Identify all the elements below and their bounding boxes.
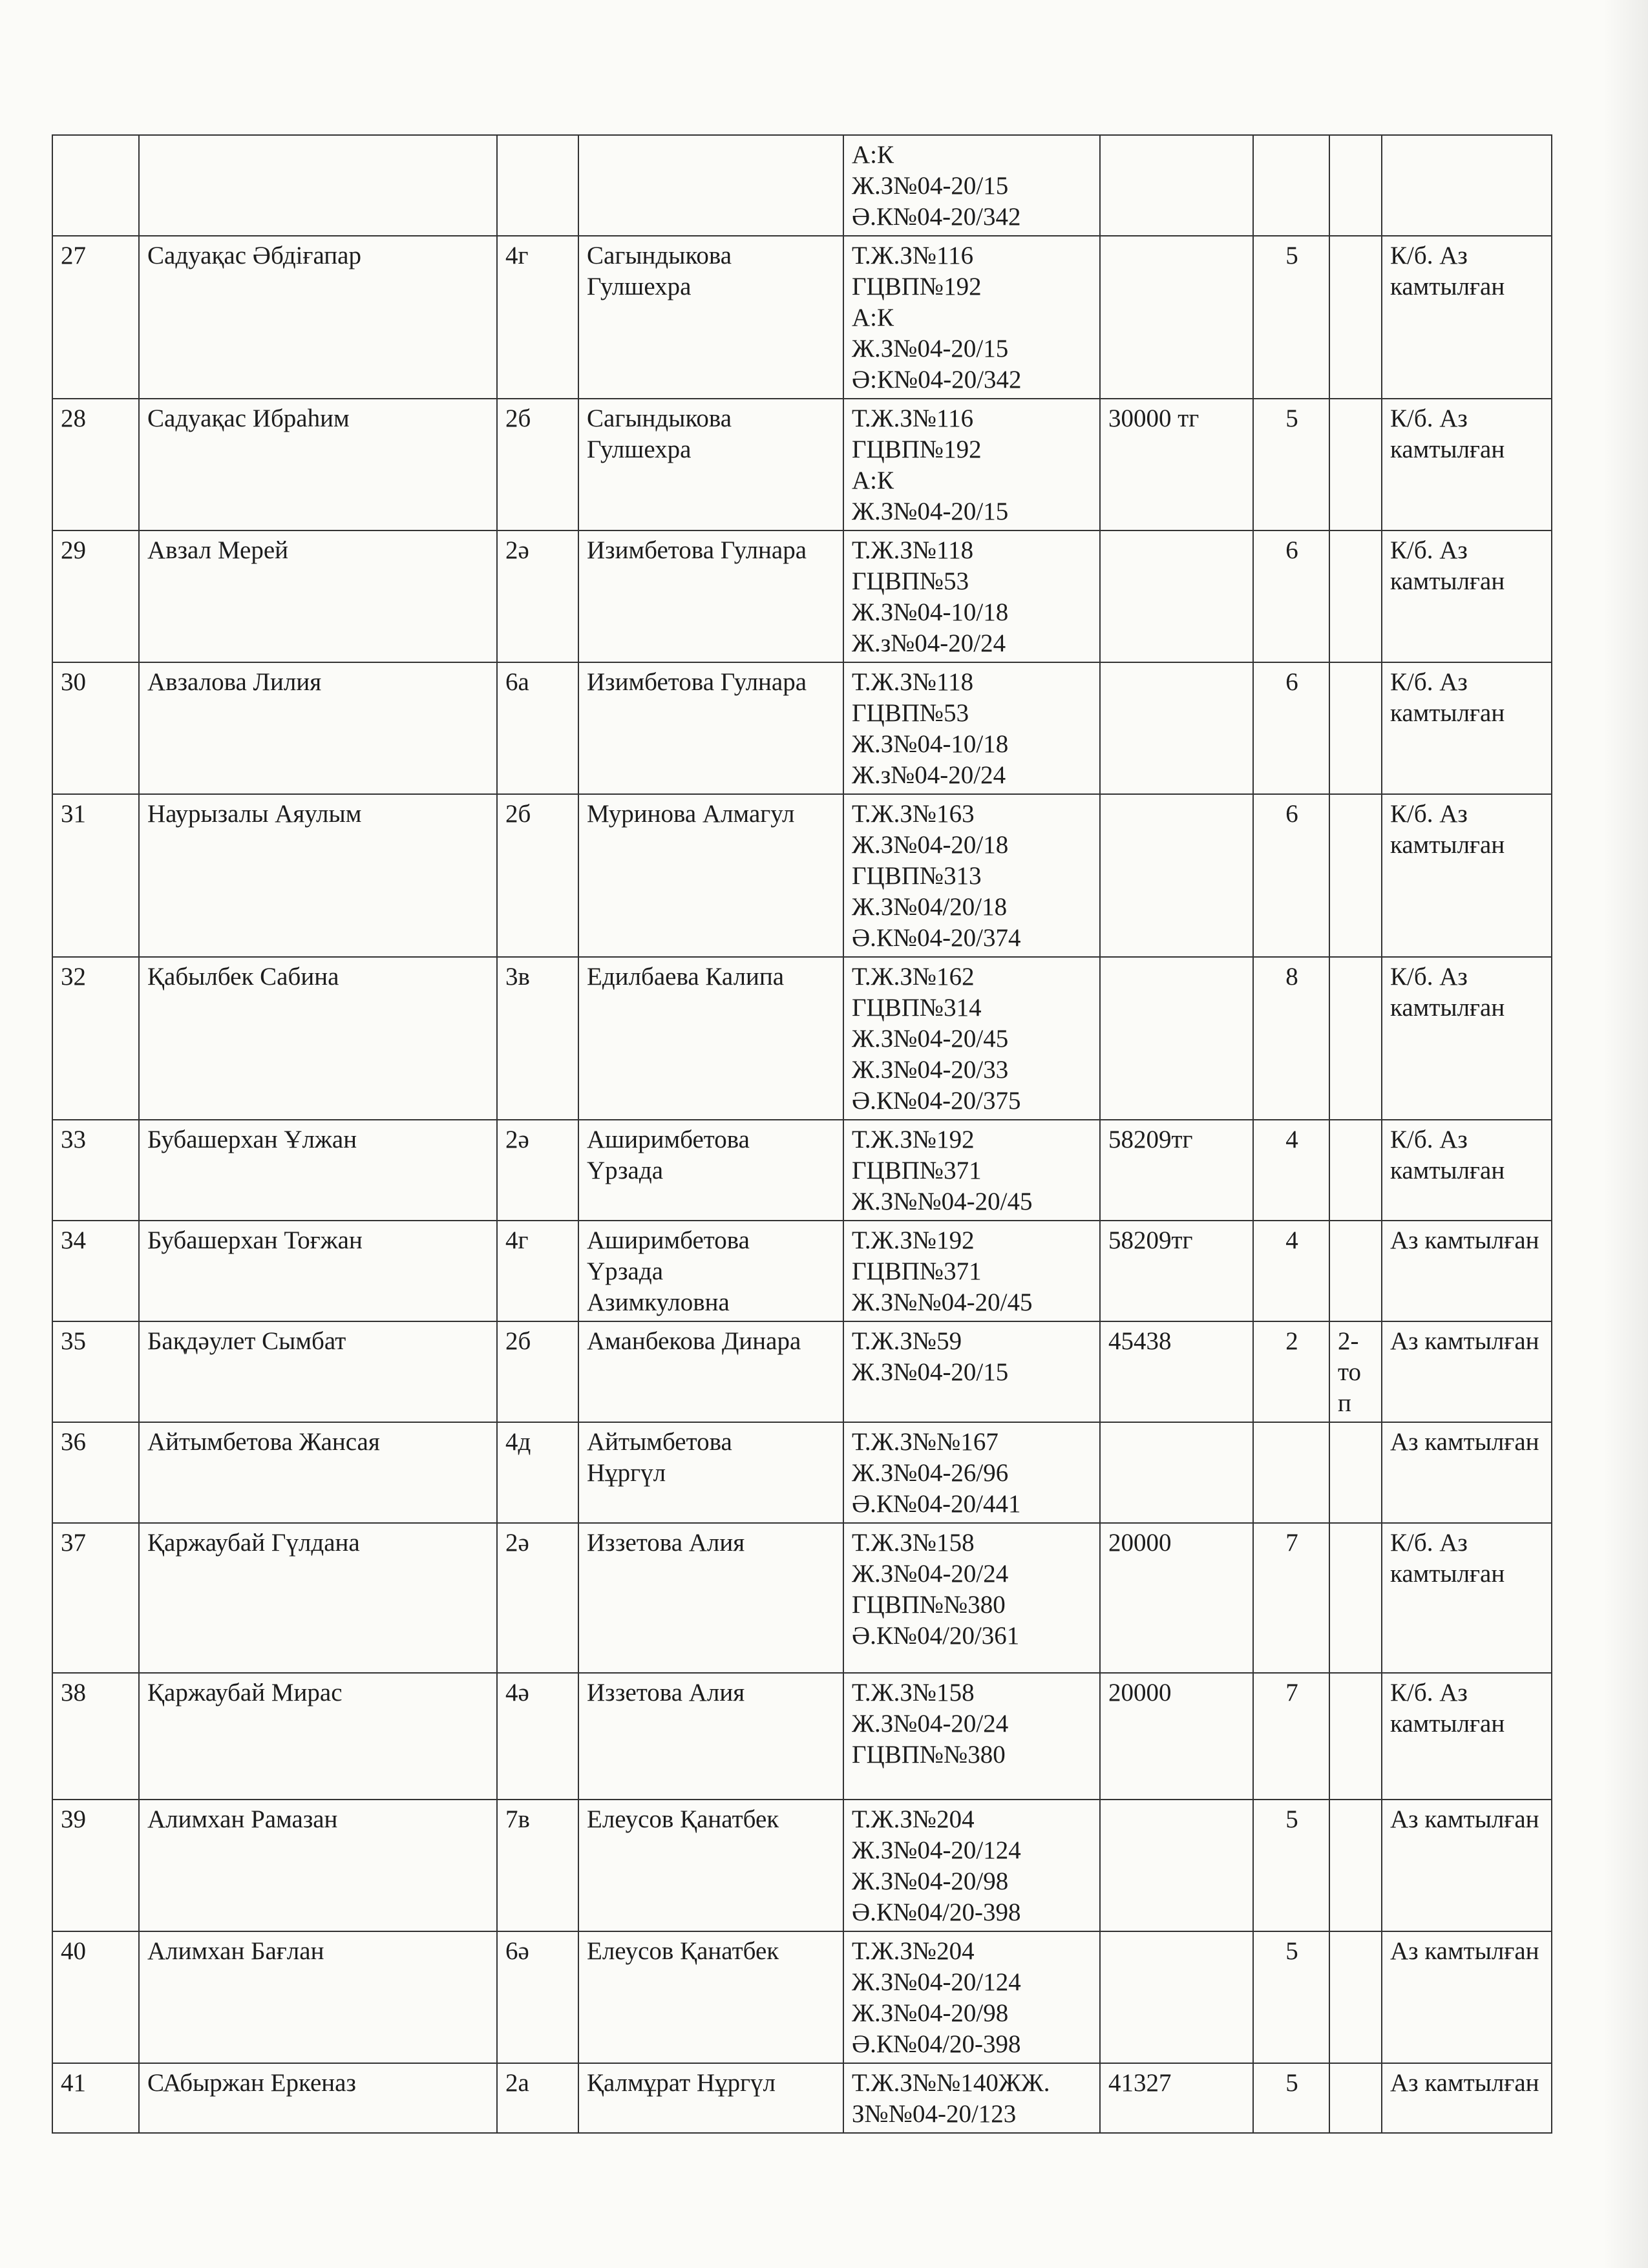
family-size-cell: 4 [1253,1120,1329,1221]
teacher-line: Аширимбетова [587,1226,750,1254]
status-cell: Аз камтылған [1382,1321,1552,1422]
row-number-cell: 35 [52,1321,139,1422]
student-name-cell: САбыржан Еркеназ [139,2063,497,2133]
document-line: ГЦВП№314 [852,994,982,1022]
table-row [52,530,1552,662]
document-line: Т.Ж.З№116 [852,404,974,432]
group-cell [1329,1800,1382,1931]
status-cell: Аз камтылған [1382,1931,1552,2063]
document-line: Т.Ж.З№118 [852,536,974,564]
documents-cell [843,236,1100,399]
class-cell: 2ә [497,530,578,662]
table-row [52,1931,1552,2063]
document-line: Ә:К№04-20/342 [852,366,1022,394]
teacher-line: Иззетова Алия [587,1679,745,1706]
group-cell [1329,794,1382,957]
student-name-cell: Айтымбетова Жансая [139,1422,497,1523]
teacher-line: Аманбекова Динара [587,1327,801,1355]
class-cell: 4г [497,1221,578,1321]
group-cell [1329,530,1382,662]
row-number-cell: 40 [52,1931,139,2063]
document-line: Т.Ж.З№158 [852,1679,975,1706]
documents-cell [843,135,1100,236]
document-line: Ж.З№04-20/124 [852,1836,1021,1864]
student-name-cell: Бубашерхан Ұлжан [139,1120,497,1221]
table-row [52,1422,1552,1523]
document-line: Т.Ж.З№№140ЖЖ. [852,2069,1050,2097]
documents-cell [843,662,1100,794]
family-size-cell [1253,135,1329,236]
document-line: Т.Ж.З№192 [852,1126,975,1153]
teacher-cell [578,1800,843,1931]
document-line: ГЦВП№53 [852,699,969,727]
family-size-cell [1253,1422,1329,1523]
amount-cell [1100,135,1253,236]
amount-cell [1100,530,1253,662]
family-size-cell: 5 [1253,2063,1329,2133]
amount-cell: 45438 [1100,1321,1253,1422]
family-size-cell: 8 [1253,957,1329,1120]
document-line: Ж.З№04-20/33 [852,1056,1009,1084]
document-line: Ж.з№04-20/24 [852,761,1006,789]
table-row [52,1221,1552,1321]
family-size-cell: 7 [1253,1673,1329,1800]
student-name-cell: Бақдәулет Сымбат [139,1321,497,1422]
document-line: Т.Ж.З№116 [852,242,974,269]
teacher-line: Сагындыкова [587,242,732,269]
row-number-cell: 41 [52,2063,139,2133]
class-cell [497,135,578,236]
teacher-cell [578,2063,843,2133]
teacher-cell [578,1673,843,1800]
student-name-cell: Қаржаубай Мирас [139,1673,497,1800]
document-line: Ә.К№04-20/374 [852,924,1021,952]
documents-cell [843,2063,1100,2133]
teacher-line: Елеусов Қанатбек [587,1937,779,1965]
status-cell: К/б. Аз камтылған [1382,530,1552,662]
document-line: Ж.З№04-20/124 [852,1968,1021,1996]
document-line: А:К [852,467,894,494]
row-number-cell: 36 [52,1422,139,1523]
document-line: Ж.З№04-20/98 [852,1999,1009,2027]
document-line: ГЦВП№№380 [852,1591,1006,1619]
status-cell: К/б. Аз камтылған [1382,957,1552,1120]
teacher-line: Сагындыкова [587,404,732,432]
document-line: Т.Ж.З№192 [852,1226,975,1254]
amount-cell [1100,957,1253,1120]
document-line: Ж.З№04-20/15 [852,335,1009,362]
row-number-cell: 38 [52,1673,139,1800]
teacher-cell [578,957,843,1120]
amount-cell [1100,794,1253,957]
teacher-cell [578,530,843,662]
row-number-cell: 27 [52,236,139,399]
document-line: Ж.З№04-20/15 [852,498,1009,525]
document-line: Ә.К№04-20/441 [852,1490,1021,1518]
family-size-cell: 6 [1253,662,1329,794]
teacher-cell [578,1120,843,1221]
group-cell [1329,236,1382,399]
document-line: Ә.К№04-20/342 [852,203,1021,231]
row-number-cell: 31 [52,794,139,957]
group-cell [1329,662,1382,794]
table-row [52,1800,1552,1931]
student-name-cell: Авзал Мерей [139,530,497,662]
group-cell [1329,1673,1382,1800]
family-size-cell: 7 [1253,1523,1329,1673]
document-line: Ж.З№04-26/96 [852,1459,1009,1487]
teacher-line: Муринова Алмагул [587,800,795,828]
table-row [52,1321,1552,1422]
row-number-cell: 37 [52,1523,139,1673]
documents-cell [843,1931,1100,2063]
document-line: Ж.З№04-10/18 [852,598,1009,626]
document-line: Ж.З№04-20/15 [852,172,1009,200]
document-line: Т.Ж.З№№167 [852,1428,998,1456]
document-line: Ж.З№04-20/24 [852,1560,1009,1588]
status-cell [1382,135,1552,236]
family-size-cell: 5 [1253,1931,1329,2063]
amount-cell: 30000 тг [1100,399,1253,530]
teacher-line: Едилбаева Калипа [587,963,785,991]
document-line: Ж.З№04-20/98 [852,1867,1009,1895]
document-line: Ж.З№№04-20/45 [852,1288,1033,1316]
status-cell: К/б. Аз камтылған [1382,794,1552,957]
class-cell: 4ә [497,1673,578,1800]
row-number-cell: 29 [52,530,139,662]
amount-cell: 58209тг [1100,1221,1253,1321]
documents-cell [843,794,1100,957]
table-row [52,662,1552,794]
amount-cell: 20000 [1100,1673,1253,1800]
document-line: Ж.З№04-20/24 [852,1710,1009,1738]
student-name-cell: Бубашерхан Тоғжан [139,1221,497,1321]
document-line: ГЦВП№192 [852,436,982,463]
student-name-cell: Садуақас Ибраһим [139,399,497,530]
teacher-line: Изимбетова Гулнара [587,536,807,564]
status-cell: Аз камтылған [1382,1422,1552,1523]
documents-cell [843,1120,1100,1221]
status-cell: К/б. Аз камтылған [1382,1120,1552,1221]
family-size-cell: 6 [1253,794,1329,957]
teacher-cell [578,1523,843,1673]
class-cell: 2ә [497,1523,578,1673]
teacher-line: Үрзада [587,1257,664,1285]
amount-cell [1100,1800,1253,1931]
document-line: Ә.К№04/20-398 [852,2030,1021,2058]
teacher-line: Гулшехра [587,273,692,300]
table-body [52,135,1552,2133]
table-row [52,236,1552,399]
document-line: Ж.З№04-20/15 [852,1358,1009,1386]
class-cell: 2ә [497,1120,578,1221]
student-name-cell: Қаржаубай Гүлдана [139,1523,497,1673]
document-line: Т.Ж.З№158 [852,1529,975,1557]
documents-cell [843,1673,1100,1800]
table-row [52,1120,1552,1221]
document-line: Ә.К№04/20/361 [852,1622,1020,1650]
teacher-line: Иззетова Алия [587,1529,745,1557]
class-cell: 2б [497,399,578,530]
family-size-cell: 5 [1253,236,1329,399]
group-cell [1329,1931,1382,2063]
class-cell: 6а [497,662,578,794]
teacher-line: Үрзада [587,1157,664,1184]
class-cell: 4г [497,236,578,399]
document-line: Т.Ж.З№59 [852,1327,962,1355]
class-cell: 6ә [497,1931,578,2063]
table-row [52,2063,1552,2133]
student-name-cell: Қабылбек Сабина [139,957,497,1120]
group-cell [1329,399,1382,530]
table-row [52,957,1552,1120]
table-row [52,399,1552,530]
document-line: Ж.З№№04-20/45 [852,1188,1033,1215]
group-cell [1329,1523,1382,1673]
row-number-cell: 39 [52,1800,139,1931]
family-size-cell: 5 [1253,399,1329,530]
group-cell [1329,1422,1382,1523]
documents-cell [843,957,1100,1120]
group-cell [1329,1321,1382,1422]
class-cell: 7в [497,1800,578,1931]
documents-cell [843,1800,1100,1931]
teacher-line: Нұргүл [587,1459,666,1487]
teacher-cell [578,1321,843,1422]
row-number-cell: 33 [52,1120,139,1221]
document-line: Ж.З№04/20/18 [852,893,1008,921]
table-row [52,794,1552,957]
group-line: то [1338,1358,1362,1386]
teacher-cell [578,135,843,236]
document-line: Т.Ж.З№162 [852,963,975,991]
class-cell: 2б [497,794,578,957]
document-line: А:К [852,304,894,331]
documents-cell [843,1523,1100,1673]
documents-cell [843,399,1100,530]
group-cell [1329,135,1382,236]
status-cell: Аз камтылған [1382,2063,1552,2133]
student-name-cell: Авзалова Лилия [139,662,497,794]
teacher-line: Азимкуловна [587,1288,730,1316]
document-line: Т.Ж.З№204 [852,1937,975,1965]
document-line: ГЦВП№53 [852,567,969,595]
amount-cell: 20000 [1100,1523,1253,1673]
student-name-cell: Садуақас Әбдіғапар [139,236,497,399]
document-line: З№№04-20/123 [852,2100,1017,2128]
amount-cell [1100,1931,1253,2063]
student-name-cell: Наурызалы Аяулым [139,794,497,957]
row-number-cell: 30 [52,662,139,794]
group-line: п [1338,1389,1351,1417]
table-row [52,1673,1552,1800]
document-line: Ә.К№04/20-398 [852,1898,1021,1926]
teacher-cell [578,399,843,530]
teacher-line: Изимбетова Гулнара [587,668,807,696]
group-line: 2- [1338,1327,1359,1355]
document-line: Т.Ж.З№204 [852,1805,975,1833]
amount-cell [1100,662,1253,794]
document-line: ГЦВП№371 [852,1157,982,1184]
amount-cell: 58209тг [1100,1120,1253,1221]
group-cell [1329,1221,1382,1321]
status-cell: К/б. Аз камтылған [1382,662,1552,794]
document-line: Ж.з№04-20/24 [852,629,1006,657]
amount-cell: 41327 [1100,2063,1253,2133]
class-cell: 2б [497,1321,578,1422]
amount-cell [1100,1422,1253,1523]
class-cell: 2а [497,2063,578,2133]
document-line: А:К [852,141,894,169]
row-number-cell: 28 [52,399,139,530]
teacher-line: Аширимбетова [587,1126,750,1153]
group-cell [1329,957,1382,1120]
teacher-cell [578,662,843,794]
row-number-cell [52,135,139,236]
document-line: ГЦВП№371 [852,1257,982,1285]
documents-cell [843,1221,1100,1321]
document-line: Т.Ж.З№163 [852,800,975,828]
teacher-line: Гулшехра [587,436,692,463]
class-cell: 3в [497,957,578,1120]
group-cell [1329,1120,1382,1221]
documents-cell [843,1422,1100,1523]
status-cell: К/б. Аз камтылған [1382,399,1552,530]
document-line: ГЦВП№192 [852,273,982,300]
documents-cell [843,530,1100,662]
table-row [52,135,1552,236]
document-line: ГЦВП№313 [852,862,982,890]
page-edge-shadow [1603,0,1648,2268]
teacher-line: Қалмұрат Нұргүл [587,2069,776,2097]
class-cell: 4д [497,1422,578,1523]
document-line: Ж.З№04-20/18 [852,831,1009,859]
status-cell: Аз камтылған [1382,1221,1552,1321]
document-line: Ж.З№04-20/45 [852,1025,1009,1053]
document-line: Т.Ж.З№118 [852,668,974,696]
student-name-cell: Алимхан Бағлан [139,1931,497,2063]
family-size-cell: 2 [1253,1321,1329,1422]
teacher-cell [578,1422,843,1523]
table-row [52,1523,1552,1673]
family-size-cell: 4 [1253,1221,1329,1321]
status-cell: К/б. Аз камтылған [1382,236,1552,399]
teacher-cell [578,794,843,957]
teacher-cell [578,1221,843,1321]
status-cell: К/б. Аз камтылған [1382,1523,1552,1673]
teacher-cell [578,236,843,399]
teacher-line: Елеусов Қанатбек [587,1805,779,1833]
row-number-cell: 34 [52,1221,139,1321]
status-cell: Аз камтылған [1382,1800,1552,1931]
family-size-cell: 6 [1253,530,1329,662]
teacher-line: Айтымбетова [587,1428,732,1456]
student-name-cell: Алимхан Рамазан [139,1800,497,1931]
document-line: Ж.З№04-10/18 [852,730,1009,758]
documents-cell [843,1321,1100,1422]
group-cell [1329,2063,1382,2133]
status-cell: К/б. Аз камтылған [1382,1673,1552,1800]
amount-cell [1100,236,1253,399]
student-name-cell [139,135,497,236]
teacher-cell [578,1931,843,2063]
student-support-table [52,134,1552,2134]
family-size-cell: 5 [1253,1800,1329,1931]
row-number-cell: 32 [52,957,139,1120]
document-line: ГЦВП№№380 [852,1741,1006,1769]
document-line: Ә.К№04-20/375 [852,1087,1021,1115]
